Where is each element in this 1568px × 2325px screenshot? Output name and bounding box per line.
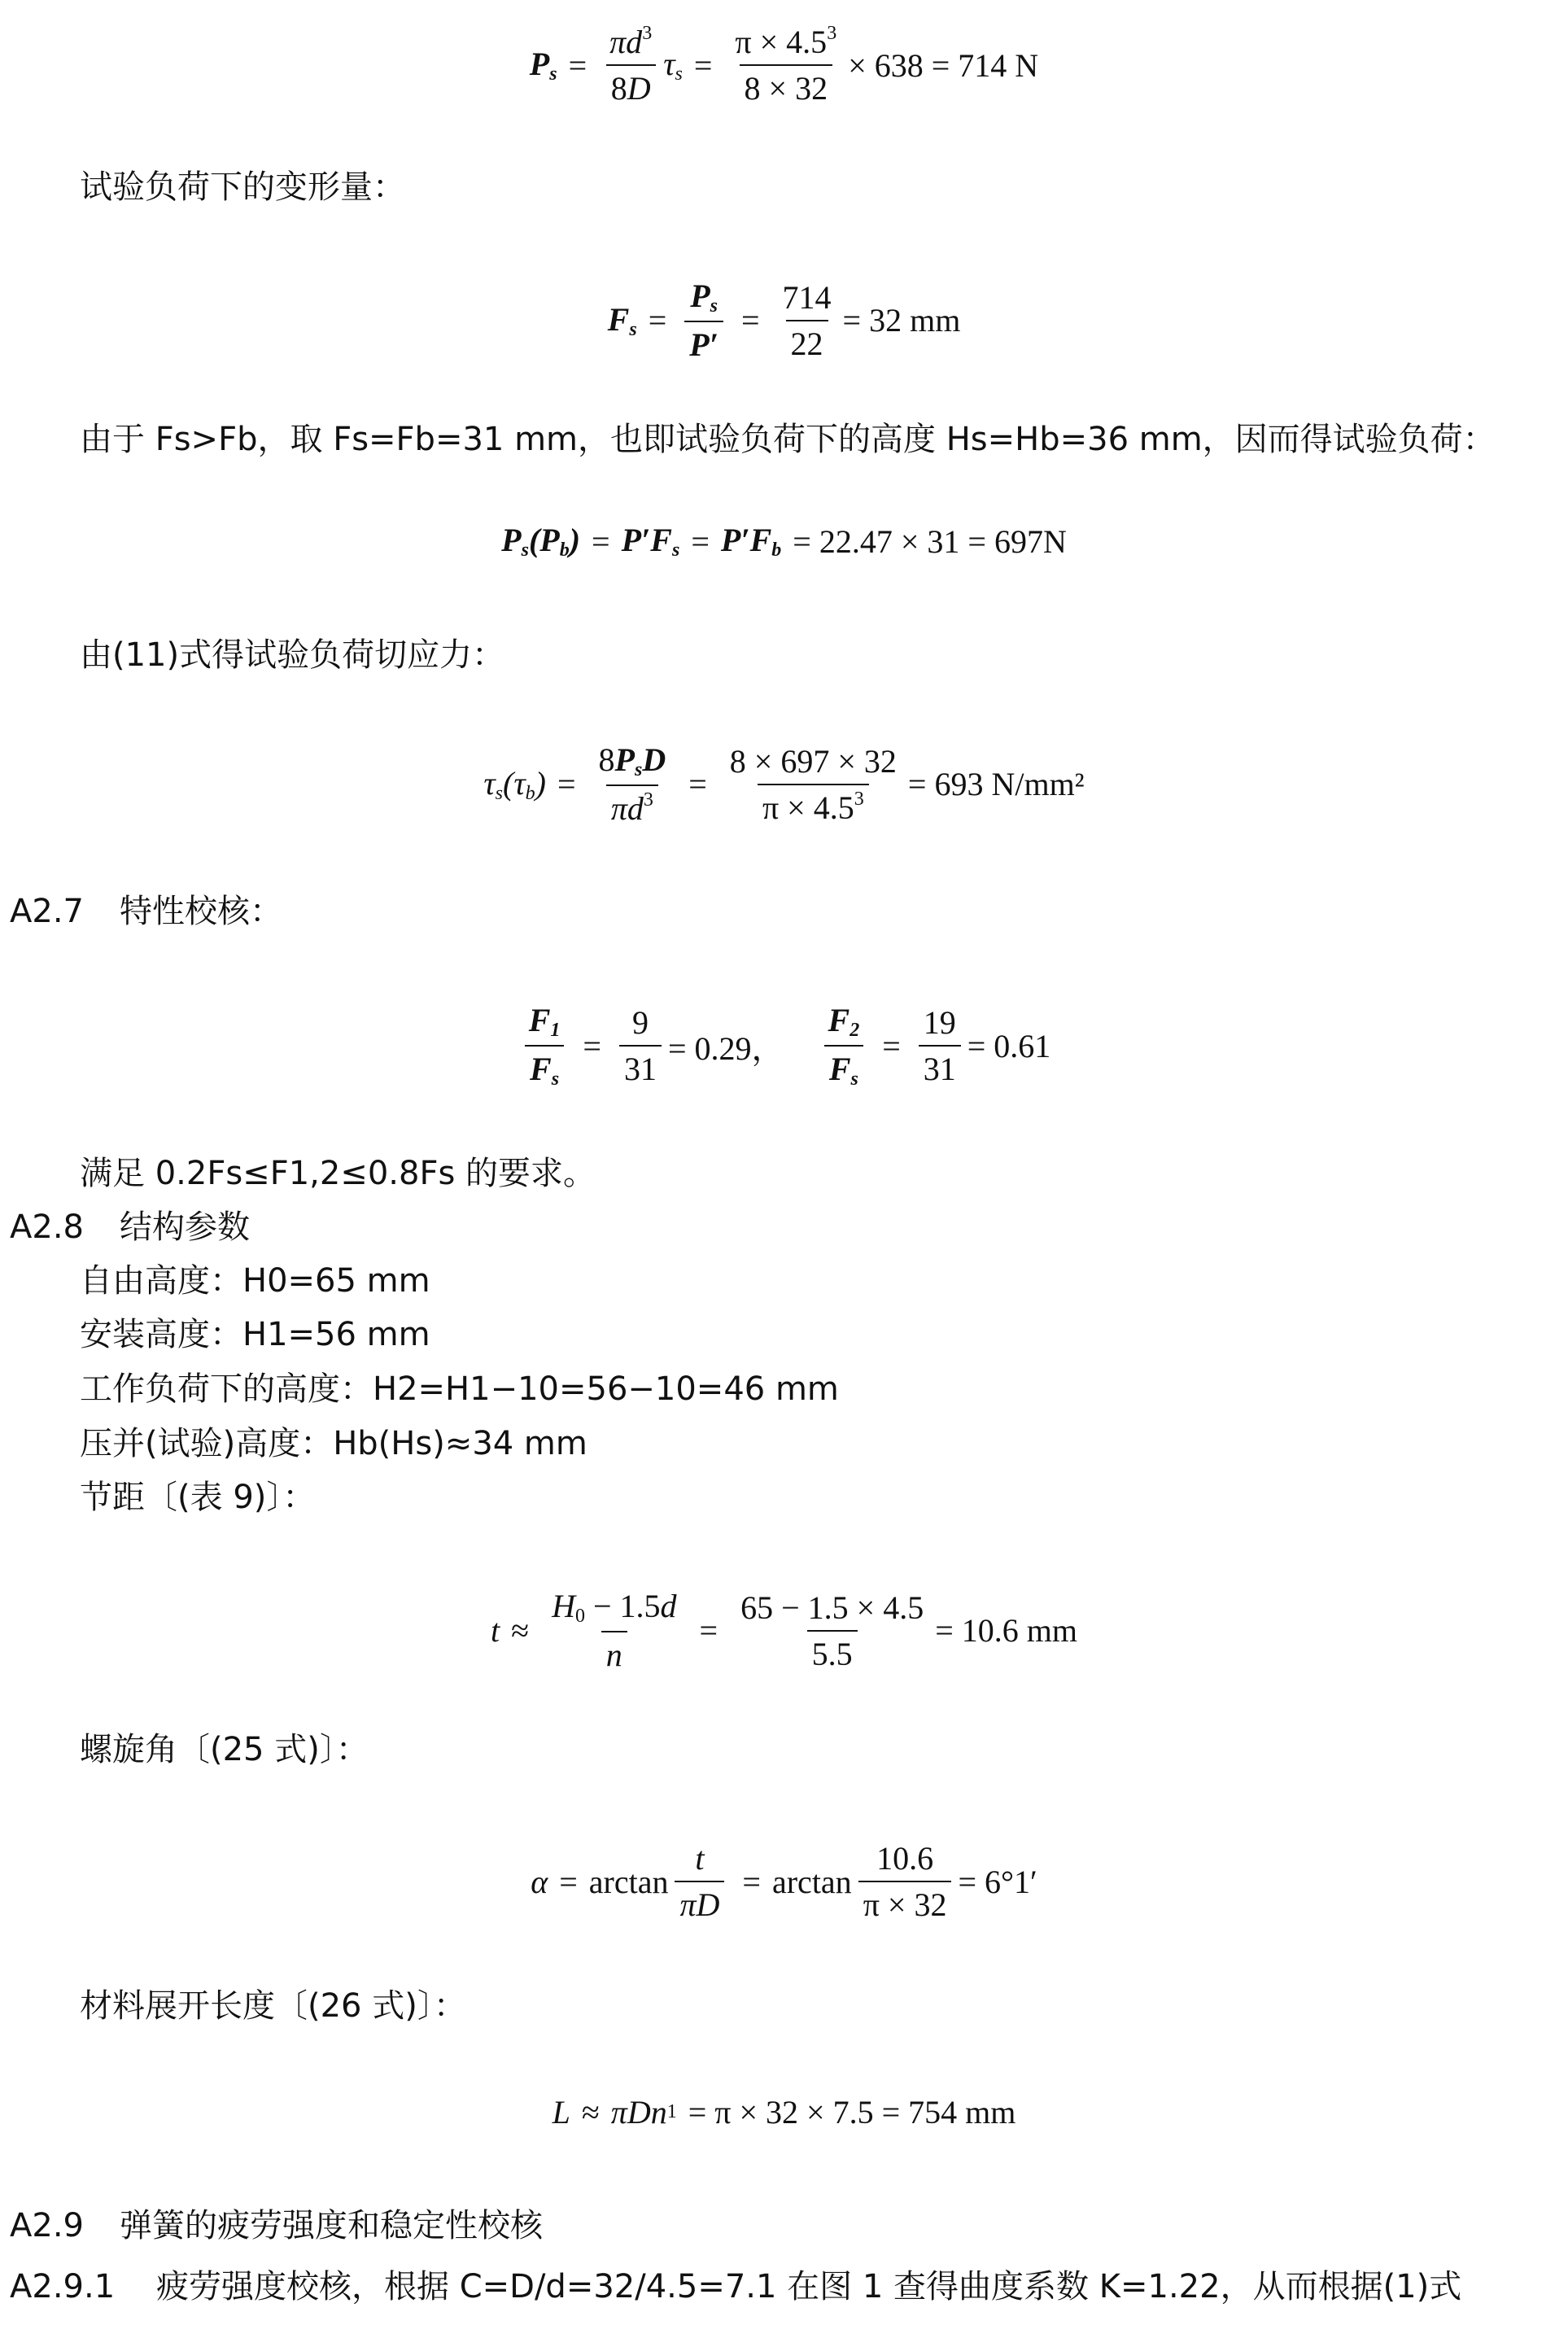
eq5b-num: 19 <box>923 1004 956 1041</box>
text-test-deformation: 试验负荷下的变形量： <box>80 168 405 206</box>
section-a2-7 <box>10 895 282 928</box>
text-wire-length: 材料展开长度〔(26 式)〕： <box>80 1987 466 2025</box>
equation-pitch: t ≈ $\frac{H_0 - 1.5d}{n}$ = $\frac{65 - 1.5 \times 4.5}{5.5}$ = 10.6 mm <box>490 1588 1077 1673</box>
eq6-result: = 10.6 mm <box>935 1612 1077 1649</box>
equation-test-load: $P_s$ = $\frac{\pi d^3}{8D}$ $\tau_s$ = $\frac{\pi \times 4.5^3}{8 \times 32}$ × 638 = 714 N <box>529 23 1039 107</box>
eq5a-den: 31 <box>619 1045 662 1088</box>
eq2-num: 714 <box>782 278 832 316</box>
section-title: 结构参数 <box>120 1208 250 1246</box>
eq5b-result: = 0.61 <box>967 1027 1051 1064</box>
equation-characteristics: $\frac{F_1}{F_s}$ = $\frac{9}{31}$ = 0.29， $\frac{F_2}{F_s}$ = $\frac{19}{31}$ = 0.61 <box>0 1001 1568 1090</box>
param-pitch: 节距〔(表 9)〕： <box>80 1479 316 1516</box>
section-number: A2.8 <box>10 1208 84 1246</box>
eq2-result: = 32 mm <box>842 302 961 339</box>
section-a2-9-1 <box>10 2270 1461 2303</box>
eq4-result: = 693 N/mm² <box>907 766 1085 802</box>
eq5b-den: 31 <box>919 1045 961 1088</box>
eq5a-result: = 0.29， <box>667 1029 784 1067</box>
eq6-num: 65 − 1.5 × 4.5 <box>740 1589 924 1626</box>
param-install-height: 安装高度：H1=56 mm <box>80 1316 430 1353</box>
param-free-height: 自由高度：H0=65 mm <box>80 1262 430 1300</box>
param-solid-height: 压并(试验)高度：Hb(Hs)≈34 mm <box>80 1425 587 1462</box>
eq7-den: π × 32 <box>858 1881 952 1924</box>
eq8-result: = π × 32 × 7.5 = 754 mm <box>688 2094 1016 2131</box>
eq2-den: 22 <box>786 320 828 363</box>
eq3-result: = 22.47 × 31 = 697N <box>793 522 1067 560</box>
equation-deformation: $F_s$ = $\frac{P_s}{P'}$ = $\frac{714}{22}$ = 32 mm <box>607 278 961 363</box>
section-title: 弹簧的疲劳强度和稳定性校核 <box>120 2207 543 2244</box>
equation-test-load-value: $P_s(P_b)$ = $P'F_s$ = $P'F_b$ = 22.47 × 31 = 697N <box>501 522 1067 561</box>
eq7-result: = 6°1′ <box>958 1863 1037 1900</box>
param-working-height: 工作负荷下的高度：H2=H1−10=56−10=46 mm <box>80 1370 839 1408</box>
eq4-num: 8 × 697 × 32 <box>729 742 897 780</box>
text-helix-angle: 螺旋角〔(25 式)〕： <box>80 1731 369 1768</box>
section-title: 特性校核： <box>120 893 282 930</box>
section-number: A2.9.1 <box>10 2268 116 2305</box>
eq6-den: 5.5 <box>807 1630 858 1673</box>
eq1-result: × 638 = 714 N <box>848 46 1039 84</box>
section-number: A2.7 <box>10 893 84 930</box>
section-a2-8 <box>10 1208 250 1246</box>
section-a2-9 <box>10 2209 543 2242</box>
equation-shear-stress: $\tau_s(\tau_b)$ = $\frac{8P_sD}{\pi d^3}$ = $\frac{8 \times 697 \times 32}{\pi \times 4.5^3}$ = 693 N/mm² <box>483 741 1085 827</box>
equation-wire-length: L ≈ πDn 1 = π × 32 × 7.5 = 754 mm <box>552 2094 1016 2131</box>
text-from-11: 由(11)式得试验负荷切应力： <box>80 636 505 674</box>
text-since: 由于 Fs>Fb，取 Fs=Fb=31 mm，也即试验负荷下的高度 Hs=Hb=36 mm，因而得试验负荷： <box>80 421 1496 458</box>
eq5a-num: 9 <box>631 1004 649 1041</box>
section-number: A2.9 <box>10 2207 84 2244</box>
text-satisfy: 满足 0.2Fs≤F1,2≤0.8Fs 的要求。 <box>80 1155 596 1192</box>
equation-helix-angle: α = arctan $\frac{t}{\pi D}$ = arctan $\frac{10.6}{\pi \times 32}$ = 6°1′ <box>531 1840 1037 1923</box>
section-title: 疲劳强度校核，根据 C=D/d=32/4.5=7.1 在图 1 查得曲度系数 K=1.22，从而根据(1)式 <box>156 2268 1462 2305</box>
eq7-num: 10.6 <box>876 1840 934 1877</box>
